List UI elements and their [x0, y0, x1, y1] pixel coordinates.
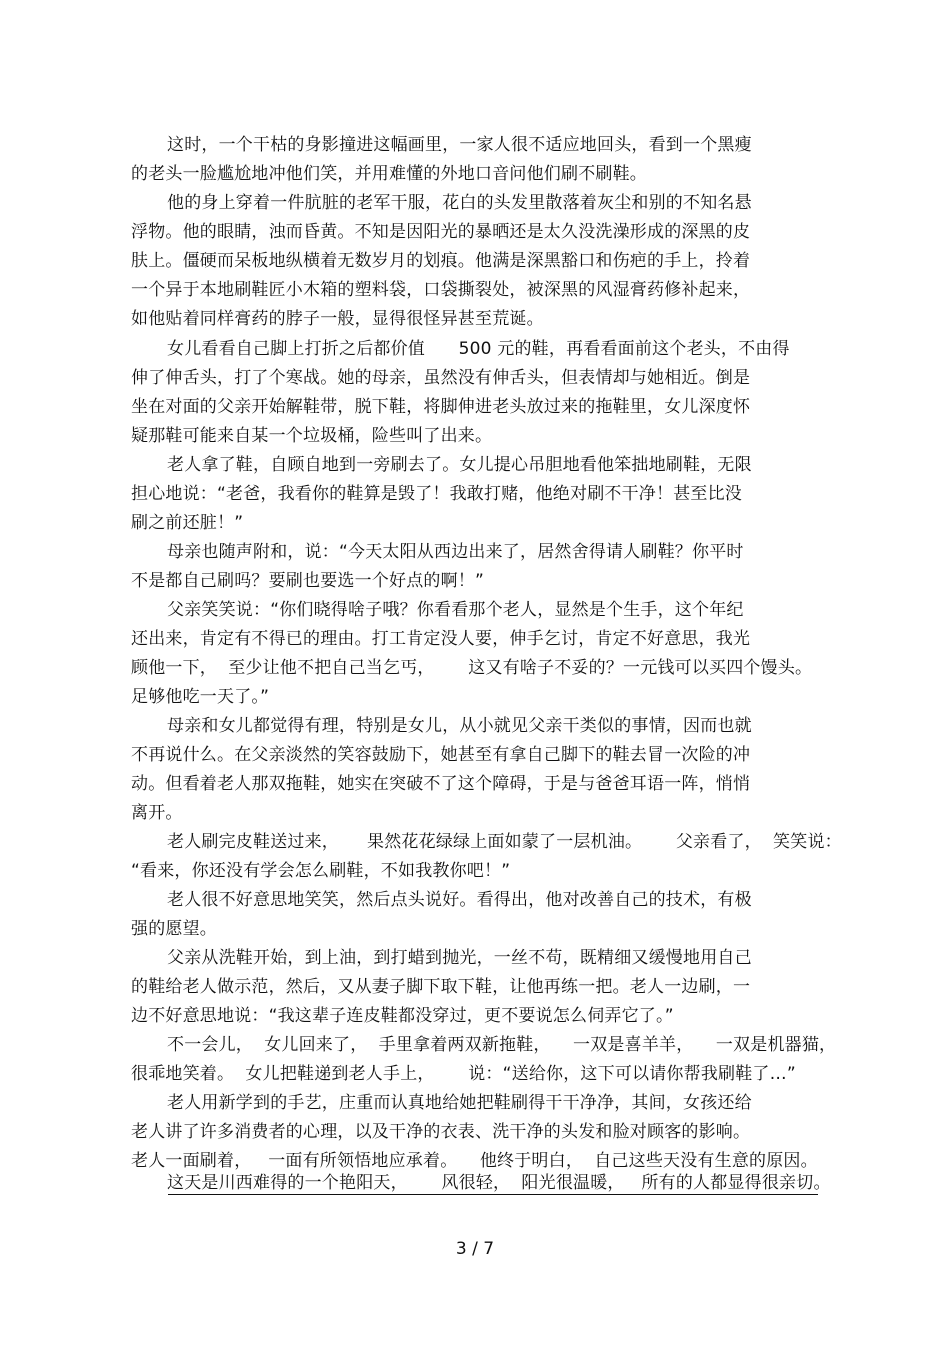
text-line: 的鞋给老人做示范，然后，又从妻子脚下取下鞋，让他再练一把。老人一边刷，一: [131, 977, 751, 997]
text-line: 父亲笑笑说：“你们晓得啥子哦？你看看那个老人，显然是个生手，这个年纪: [167, 600, 744, 620]
text-line: 母亲也随声附和，说：“今天太阳从西边出来了，居然舍得请人刷鞋？你平时: [167, 542, 744, 562]
text-line: 还出来，肯定有不得已的理由。打工肯定没人要，伸手乞讨，肯定不好意思，我光: [131, 629, 751, 649]
text-line: 一个异于本地刷鞋匠小木箱的塑料袋，口袋撕裂处，被深黑的风湿膏药修补起来，: [131, 280, 751, 300]
text-line: 担心地说：“老爸，我看你的鞋算是毁了！我敢打赌，他绝对刷不干净！甚至比没: [131, 484, 743, 504]
text-line: 父亲从洗鞋开始，到上油，到打蜡到抛光，一丝不苟，既精细又缓慢地用自己: [167, 948, 752, 968]
text-line: 很乖地笑着。 女儿把鞋递到老人手上， 说：“送给你，这下可以请你帮我刷鞋了…”: [131, 1064, 796, 1084]
text-line: 不再说什么。在父亲淡然的笑容鼓励下，她甚至有拿自己脚下的鞋去冒一次险的冲: [131, 745, 751, 765]
text-line: 肤上。僵硬而呆板地纵横着无数岁月的划痕。他满是深黑豁口和伤疤的手上，拎着: [131, 251, 751, 271]
text-line: 这时，一个干枯的身影撞进这幅画里，一家人很不适应地回头，看到一个黑瘦: [167, 135, 752, 155]
text-line: 女儿看看自己脚上打折之后都价值 500 元的鞋，再看看面前这个老头，不由得: [167, 339, 790, 359]
text-line: 伸了伸舌头，打了个寒战。她的母亲，虽然没有伸舌头，但表情却与她相近。倒是: [131, 368, 751, 388]
text-line: 不一会儿， 女儿回来了， 手里拿着两双新拖鞋， 一双是喜羊羊， 一双是机器猫，: [167, 1035, 837, 1055]
text-line: 疑那鞋可能来自某一个垃圾桶，险些叫了出来。: [131, 426, 493, 446]
text-line: 老人很不好意思地笑笑，然后点头说好。看得出，他对改善自己的技术，有极: [167, 890, 752, 910]
text-line: 坐在对面的父亲开始解鞋带，脱下鞋，将脚伸进老头放过来的拖鞋里，女儿深度怀: [131, 397, 751, 417]
text-line: 足够他吃一天了。”: [131, 687, 270, 707]
text-line: 老人刷完皮鞋送过来， 果然花花绿绿上面如蒙了一层机油。 父亲看了， 笑笑说：: [167, 832, 842, 852]
text-line: 老人一面刷着， 一面有所领悟地应承着。 他终于明白， 自己这些天没有生意的原因。: [131, 1151, 818, 1171]
text-line: 强的愿望。: [131, 919, 217, 939]
text-line: 刷之前还脏！”: [131, 513, 244, 533]
underline-rule: [168, 1194, 818, 1195]
text-line: 他的身上穿着一件肮脏的老军干服，花白的头发里散落着灰尘和别的不知名悬: [167, 193, 752, 213]
text-line: 老人用新学到的手艺，庄重而认真地给她把鞋刷得干干净净，其间，女孩还给: [167, 1093, 752, 1113]
text-line: 不是都自己刷吗？要刷也要选一个好点的啊！”: [131, 571, 485, 591]
text-line: 母亲和女儿都觉得有理，特别是女儿，从小就见父亲干类似的事情，因而也就: [167, 716, 752, 736]
text-line: “看来，你还没有学会怎么刷鞋，不如我教你吧！”: [131, 861, 511, 881]
text-line: 老人拿了鞋，自顾自地到一旁刷去了。女儿提心吊胆地看他笨拙地刷鞋，无限: [167, 455, 752, 475]
text-line: 的老头一脸尴尬地冲他们笑，并用难懂的外地口音问他们刷不刷鞋。: [131, 164, 647, 184]
page-number: 3 / 7: [455, 1239, 495, 1259]
text-line: 离开。: [131, 803, 183, 823]
text-line: 动。但看着老人那双拖鞋，她实在突破不了这个障碍，于是与爸爸耳语一阵，悄悄: [131, 774, 751, 794]
text-line: 这天是川西难得的一个艳阳天， 风很轻， 阳光很温暖， 所有的人都显得很亲切。: [167, 1173, 831, 1193]
text-line: 如他贴着同样膏药的脖子一般，显得很怪异甚至荒诞。: [131, 309, 544, 329]
text-line: 顾他一下， 至少让他不把自己当乞丐， 这又有啥子不妥的？一元钱可以买四个馒头。: [131, 658, 813, 678]
text-line: 边不好意思地说：“我这辈子连皮鞋都没穿过，更不要说怎么伺弄它了。”: [131, 1006, 674, 1026]
text-line: 老人讲了许多消费者的心理，以及干净的衣表、洗干净的头发和脸对顾客的影响。: [131, 1122, 751, 1142]
text-line: 浮物。他的眼睛，浊而昏黄。不知是因阳光的暴晒还是太久没洗澡形成的深黑的皮: [131, 222, 751, 242]
